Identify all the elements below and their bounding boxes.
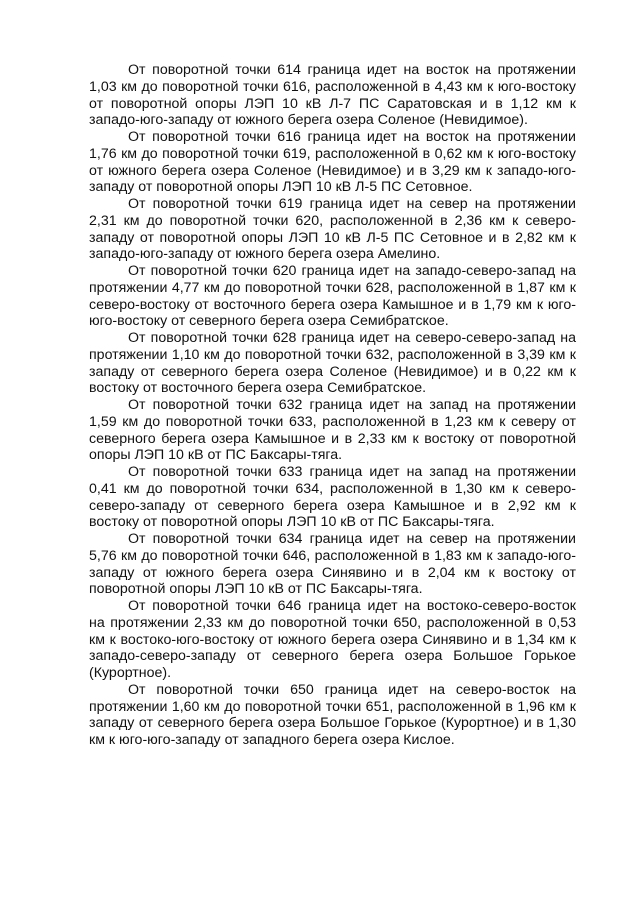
paragraph: От поворотной точки 632 граница идет на запад на протяжении 1,59 км до поворотной точки 633, расположенной в 1,23 км к северу от северного берега озера Камышное и в 2,33 км к востоку от поворотной опоры ЛЭП 10 кВ от ПС Баксары-тяга. (89, 397, 576, 464)
paragraph: От поворотной точки 646 граница идет на востоко-северо-восток на протяжении 2,33 км до поворотной точки 650, расположенной в 0,53 км к востоко-юго-востоку от южного берега озера Синявино и в 1,34 км к западо-северо-западу от северного берега озера Большое Горькое (Курортное). (89, 598, 576, 681)
paragraph: От поворотной точки 616 граница идет на восток на протяжении 1,76 км до поворотной точки 619, расположенной в 0,62 км к юго-востоку от южного берега озера Соленое (Невидимое) и в 3,29 км к западо-юго-западу от поворотной опоры ЛЭП 10 кВ Л-5 ПС Сетовное. (89, 129, 576, 196)
paragraph: От поворотной точки 614 граница идет на восток на протяжении 1,03 км до поворотной точки 616, расположенной в 4,43 км к юго-востоку от поворотной опоры ЛЭП 10 кВ Л-7 ПС Саратовская и в 1,12 км к западо-юго-западу от южного берега озера Соленое (Невидимое). (89, 62, 576, 129)
paragraph: От поворотной точки 628 граница идет на северо-северо-запад на протяжении 1,10 км до поворотной точки 632, расположенной в 3,39 км к западу от северного берега озера Соленое (Невидимое) и в 0,22 км к востоку от восточного берега озера Семибратское. (89, 330, 576, 397)
document-body (89, 62, 576, 749)
paragraph: От поворотной точки 620 граница идет на западо-северо-запад на протяжении 4,77 км до поворотной точки 628, расположенной в 1,87 км к северо-востоку от восточного берега озера Камышное и в 1,79 км к юго-юго-востоку от северного берега озера Семибратское. (89, 263, 576, 330)
paragraph: От поворотной точки 633 граница идет на запад на протяжении 0,41 км до поворотной точки 634, расположенной в 1,30 км к северо-северо-западу от северного берега озера Камышное и в 2,92 км к востоку от поворотной опоры ЛЭП 10 кВ от ПС Баксары-тяга. (89, 464, 576, 531)
paragraph: От поворотной точки 634 граница идет на север на протяжении 5,76 км до поворотной точки 646, расположенной в 1,83 км к западо-юго-западу от южного берега озера Синявино и в 2,04 км к востоку от поворотной опоры ЛЭП 10 кВ от ПС Баксары-тяга. (89, 531, 576, 598)
paragraph: От поворотной точки 650 граница идет на северо-восток на протяжении 1,60 км до поворотной точки 651, расположенной в 1,96 км к западу от северного берега озера Большое Горькое (Курортное) и в 1,30 км к юго-юго-западу от западного берега озера Кислое. (89, 681, 576, 748)
paragraph: От поворотной точки 619 граница идет на север на протяжении 2,31 км до поворотной точки 620, расположенной в 2,36 км к северо-западу от поворотной опоры ЛЭП 10 кВ Л-5 ПС Сетовное и в 2,82 км к западо-юго-западу от южного берега озера Амелино. (89, 196, 576, 263)
